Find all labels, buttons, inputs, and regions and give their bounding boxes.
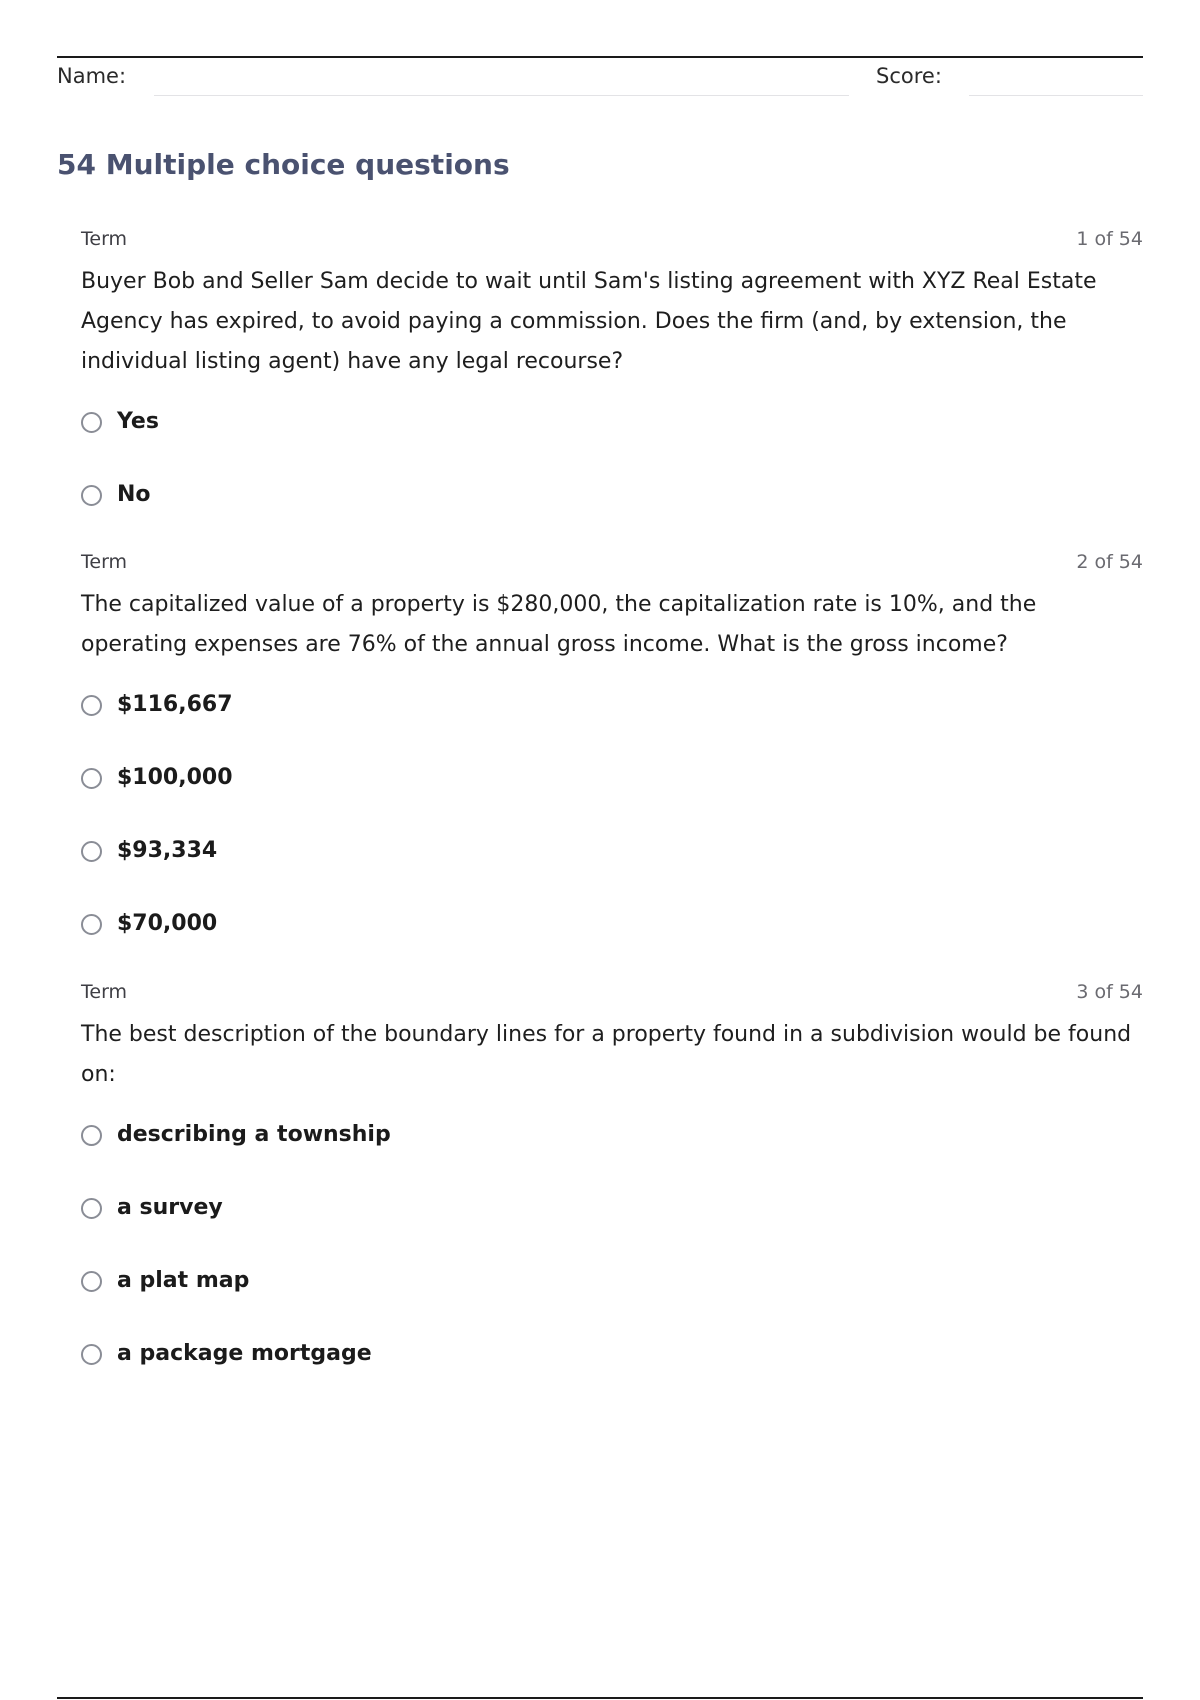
answer-label: $70,000: [117, 911, 218, 936]
answer-label: a survey: [117, 1195, 223, 1220]
answer-options: [81, 687, 1143, 979]
question-meta: [81, 551, 1143, 577]
radio-button[interactable]: [81, 768, 102, 789]
answer-label: a package mortgage: [117, 1341, 372, 1366]
question-1: [81, 228, 1143, 550]
question-meta: [81, 228, 1143, 254]
question-2: [81, 551, 1143, 979]
radio-button[interactable]: [81, 1344, 102, 1365]
answer-label: Yes: [117, 409, 159, 434]
answer-label: $93,334: [117, 838, 218, 863]
term-label: Term: [81, 981, 128, 1003]
answer-option[interactable]: [81, 833, 1143, 906]
name-label: Name:: [57, 64, 127, 88]
answer-label: describing a township: [117, 1122, 391, 1147]
question-text: The best description of the boundary lines for a property found in a subdivision would be found on:: [81, 1022, 1132, 1087]
term-label: Term: [81, 551, 128, 573]
answer-option[interactable]: [81, 404, 1143, 477]
radio-button[interactable]: [81, 841, 102, 862]
answer-options: [81, 404, 1143, 550]
answer-option[interactable]: [81, 687, 1143, 760]
answer-option[interactable]: [81, 906, 1143, 979]
radio-button[interactable]: [81, 412, 102, 433]
question-3: [81, 981, 1143, 1409]
question-text: The capitalized value of a property is $280,000, the capitalization rate is 10%, and the operating expenses are 76% of the annual gross income. What is the gross income?: [81, 592, 1037, 657]
top-rule: [57, 56, 1143, 58]
answer-label: $100,000: [117, 765, 233, 790]
radio-button[interactable]: [81, 1198, 102, 1219]
question-counter: 2 of 54: [1076, 551, 1143, 573]
term-label: Term: [81, 228, 128, 250]
answer-option[interactable]: [81, 1190, 1143, 1263]
radio-button[interactable]: [81, 485, 102, 506]
score-field-line[interactable]: [969, 95, 1143, 96]
section-title: 54 Multiple choice questions: [57, 148, 510, 181]
bottom-rule: [57, 1697, 1143, 1699]
answer-label: No: [117, 482, 151, 507]
score-label: Score:: [876, 64, 942, 88]
question-meta: [81, 981, 1143, 1007]
answer-option[interactable]: [81, 477, 1143, 550]
answer-option[interactable]: [81, 1117, 1143, 1190]
name-field-line[interactable]: [154, 95, 849, 96]
question-counter: 3 of 54: [1076, 981, 1143, 1003]
radio-button[interactable]: [81, 914, 102, 935]
radio-button[interactable]: [81, 1125, 102, 1146]
answer-option[interactable]: [81, 1263, 1143, 1336]
answer-label: $116,667: [117, 692, 233, 717]
answer-option[interactable]: [81, 760, 1143, 833]
radio-button[interactable]: [81, 695, 102, 716]
question-text: Buyer Bob and Seller Sam decide to wait until Sam's listing agreement with XYZ Real Estate Agency has expired, to avoid paying a commission. Does the firm (and, by extension, the individual listing agent) have any legal recourse?: [81, 269, 1097, 374]
answer-label: a plat map: [117, 1268, 250, 1293]
radio-button[interactable]: [81, 1271, 102, 1292]
answer-option[interactable]: [81, 1336, 1143, 1409]
answer-options: [81, 1117, 1143, 1409]
header-row: [57, 62, 1143, 98]
question-counter: 1 of 54: [1076, 228, 1143, 250]
